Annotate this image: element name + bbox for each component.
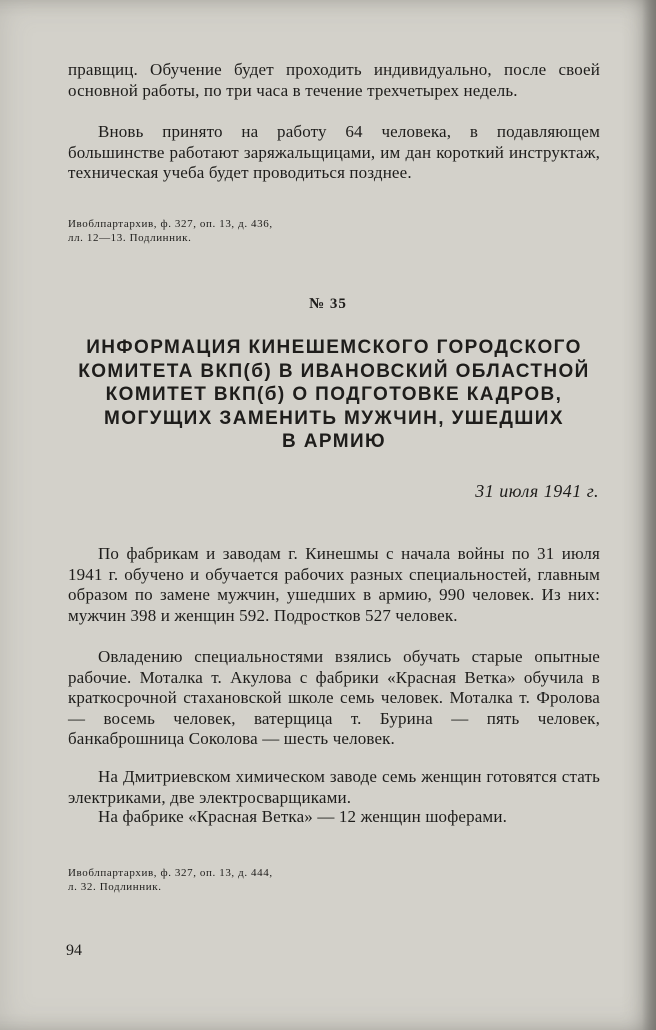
- archive-source-top-line2: лл. 12—13. Подлинник.: [68, 232, 192, 244]
- hiring-paragraph: Вновь принято на работу 64 человека, в подавляющем большинстве работают заряжальщицами, им дан короткий инструктаж, техническая учеба будет проводиться позднее.: [68, 122, 600, 182]
- title-line-4: МОГУЩИХ ЗАМЕНИТЬ МУЖЧИН, УШЕДШИХ: [104, 407, 564, 429]
- body-paragraph-2: Овладению специальностями взялись обучать старые опытные рабочие. Моталка т. Акулова с фабрики «Красная Ветка» обучила в краткосрочной стахановской школе семь человек. Моталка т. Фролова — восемь человек, ватерщица т. Бурина — пять человек, банкаброшница Соколова — шесть человек.: [68, 647, 600, 748]
- page-number: 94: [66, 942, 82, 959]
- body-paragraph-3: На Дмитриевском химическом заводе семь женщин готовятся стать электриками, две электросварщиками.: [68, 767, 600, 807]
- archive-source-bottom-line1: Ивоблпартархив, ф. 327, оп. 13, д. 444,: [68, 867, 273, 879]
- title-line-2: КОМИТЕТА ВКП(б) В ИВАНОВСКИЙ ОБЛАСТНОЙ: [78, 360, 590, 382]
- title-line-1: ИНФОРМАЦИЯ КИНЕШЕМСКОГО ГОРОДСКОГО: [86, 337, 582, 358]
- archive-source-top-line1: Ивоблпартархив, ф. 327, оп. 13, д. 436,: [68, 218, 273, 230]
- title-line-5: В АРМИЮ: [281, 431, 387, 452]
- document-date: 31 июля 1941 г.: [475, 481, 599, 501]
- body-paragraph-4: На фабрике «Красная Ветка» — 12 женщин шоферами.: [98, 807, 507, 826]
- document-title: [60, 336, 608, 454]
- archive-source-bottom: [68, 866, 368, 894]
- archive-source-top: [68, 217, 368, 245]
- archive-source-bottom-line2: л. 32. Подлинник.: [68, 881, 162, 893]
- continued-paragraph: правщиц. Обучение будет проходить индивидуально, после своей основной работы, по три часа в течение трехчетырех недель.: [68, 60, 600, 100]
- title-line-3: КОМИТЕТ ВКП(б) О ПОДГОТОВКЕ КАДРОВ,: [105, 384, 563, 405]
- document-number: № 35: [309, 296, 347, 312]
- body-paragraph-1: По фабрикам и заводам г. Кинешмы с начала войны по 31 июля 1941 г. обучено и обучается рабочих разных специальностей, главным образом по замене мужчин, ушедших в армию, 990 человек. Из них: мужчин 398 и женщин 592. Подростков 527 человек.: [68, 544, 600, 625]
- page-spine-shadow: [642, 0, 656, 1030]
